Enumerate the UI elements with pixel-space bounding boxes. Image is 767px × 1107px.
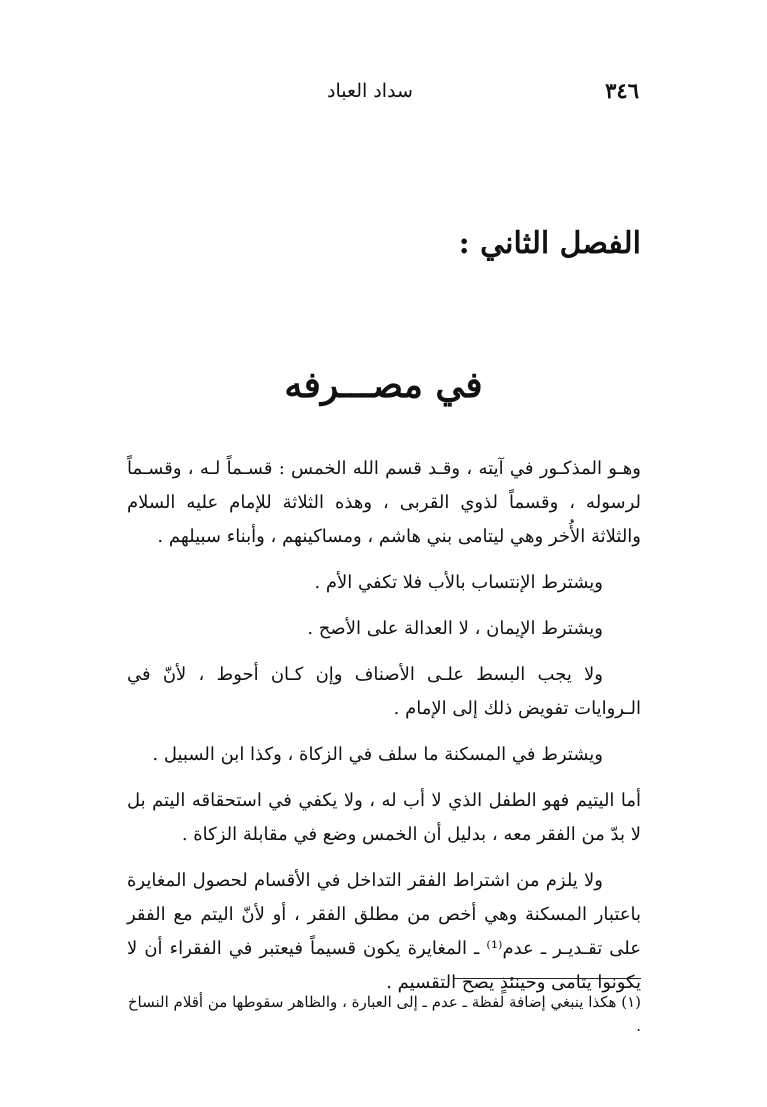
paragraph: ولا يجب البسط علـى الأصناف وإن كـان أحوط ، لأنّ في الـروايات تفويض ذلك إلى الإمام . (127, 664, 641, 719)
body-text (127, 452, 641, 1012)
paragraph: وهـو المذكـور في آيته ، وقـد قسم الله الخمس : قسـماً لـه ، وقسـماً لرسوله ، وقسماً لذوي القربى ، وهذه الثلاثة للإمام عليه السلام والثلاثة الأُخر وهي ليتامى بني هاشم ، ومساكينهم ، وأبناء سبيلهم . (127, 458, 641, 547)
running-header-title: سداد العباد (327, 80, 413, 102)
paragraph: ولا يلزم من اشتراط الفقر التداخل في الأقسام لحصول المغايرة باعتبار المسكنة وهي أخص من مطلق الفقر ، أو لأنّ اليتم مع الفقر على تقـديـر ـ عدم⁽¹⁾ ـ المغايرة يكون قسيماً فيعتبر في الفقراء أن لا يكونوا يتامى وحينئذٍ يصح التقسيم . (127, 870, 641, 993)
footnote: (١) هكذا ينبغي إضافة لفظة ـ عدم ـ إلى العبارة ، والظاهر سقوطها من أقلام النساخ . (127, 993, 641, 1035)
chapter-heading: الفصل الثاني : (458, 226, 641, 261)
paragraph: ويشترط الإيمان ، لا العدالة على الأصح . (307, 618, 603, 639)
page-number: ٣٤٦ (605, 78, 639, 103)
footnote-divider (453, 978, 641, 979)
section-title: في مصـــرفه (284, 364, 483, 406)
paragraph: أما اليتيم فهو الطفل الذي لا أب له ، ولا يكفي في استحقاقه اليتم بل لا بدّ من الفقر معه ، بدليل أن الخمس وضع في مقابلة الزكاة . (127, 790, 641, 845)
paragraph: ويشترط في المسكنة ما سلف في الزكاة ، وكذا ابن السبيل . (152, 744, 603, 765)
paragraph: ويشترط الإنتساب بالأب فلا تكفي الأم . (314, 572, 603, 593)
